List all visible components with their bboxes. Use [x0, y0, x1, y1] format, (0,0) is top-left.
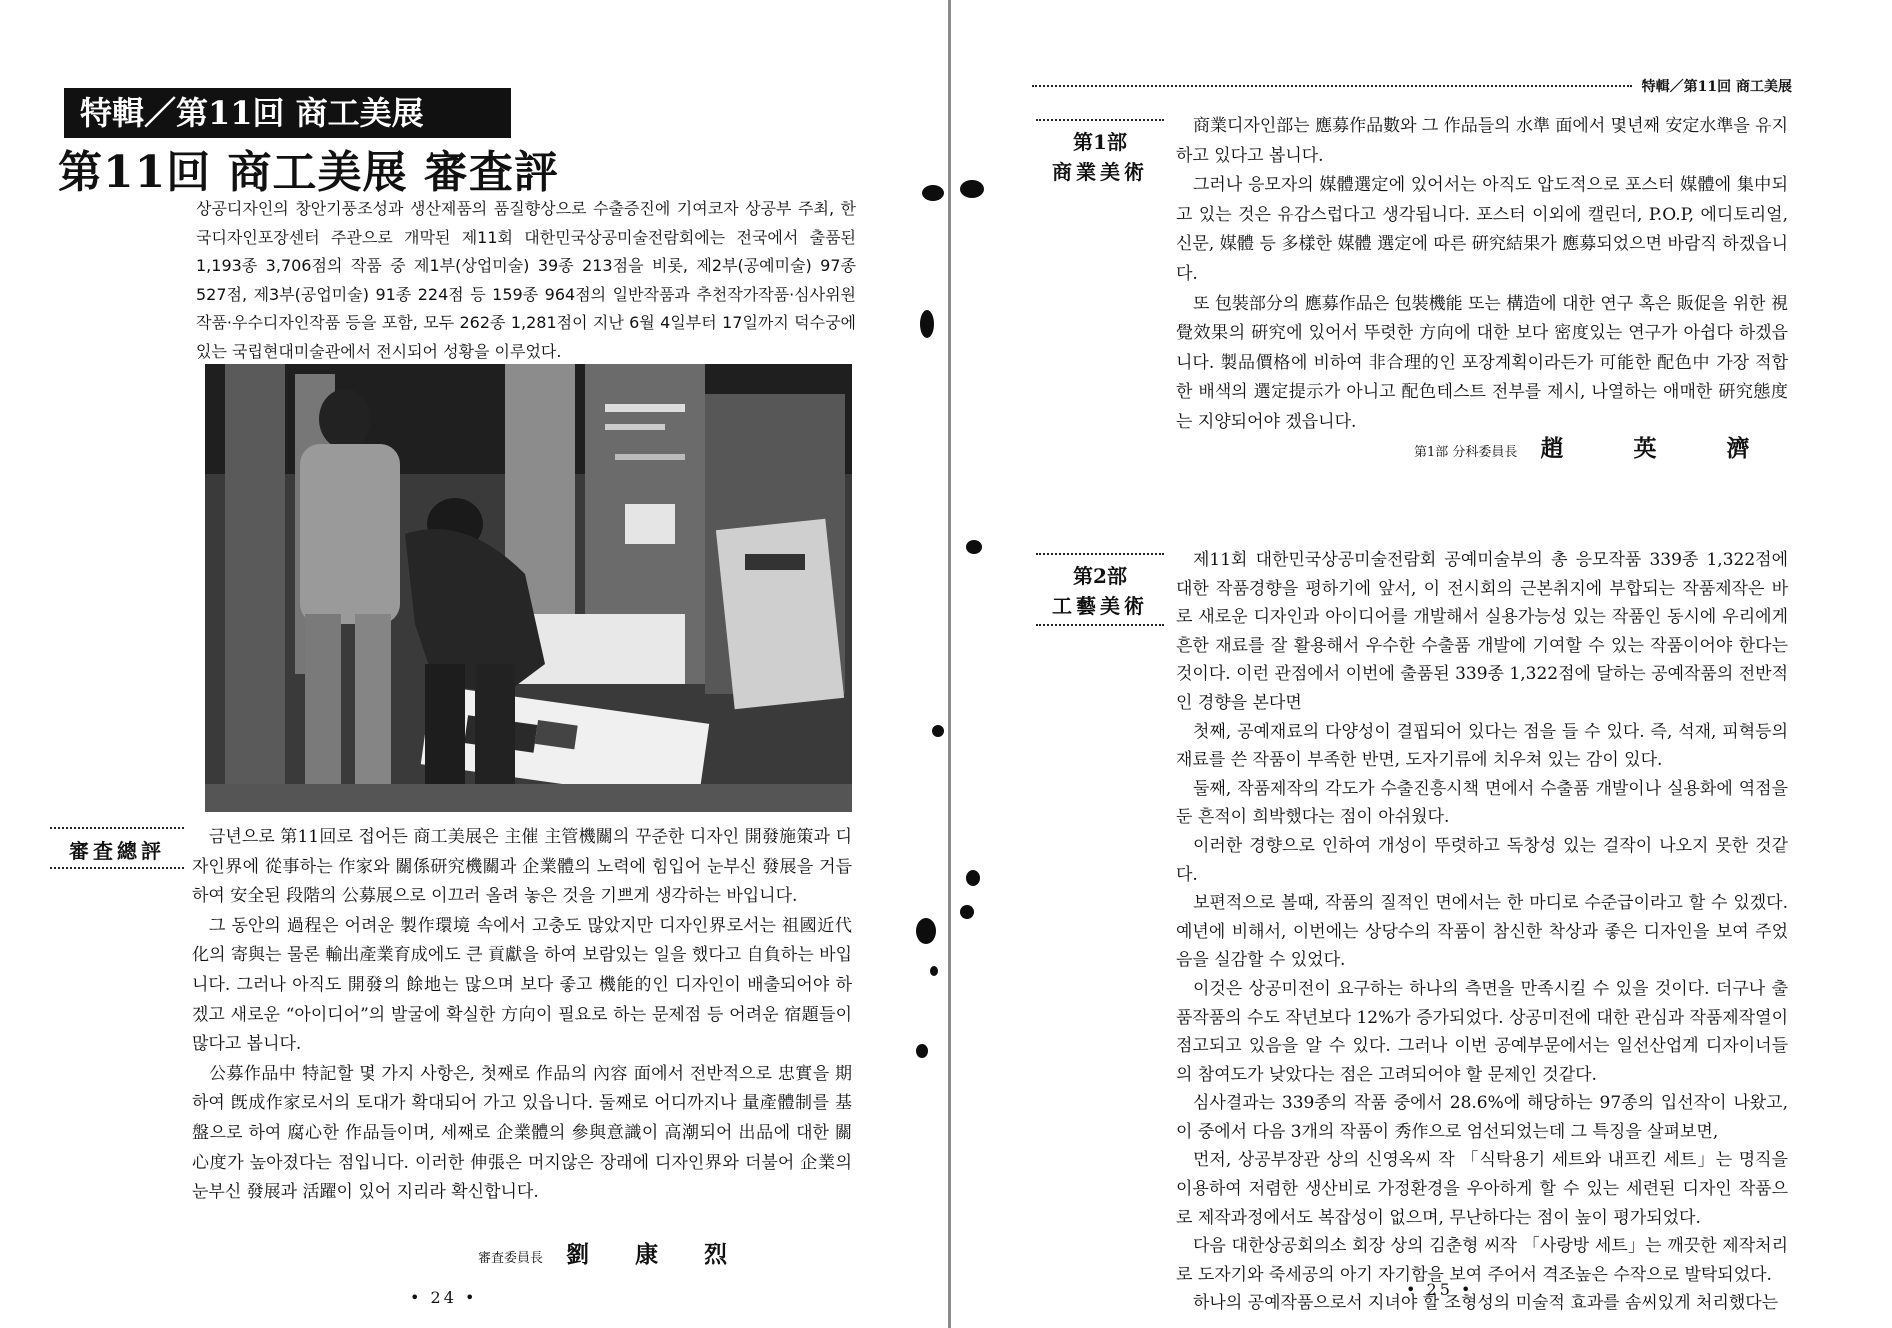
part2-paragraph: 하나의 공예작품으로서 지녀야 할 조형성의 미술적 효과를 솜씨있게 처리했다는: [1193, 1293, 1779, 1314]
ink-spot: [920, 310, 934, 338]
ink-spot: [930, 966, 938, 976]
page-25: [952, 0, 1892, 1328]
section-label-review: 審査總評: [50, 824, 184, 875]
section-label-part2: 第2部 工藝美術: [1036, 550, 1164, 632]
ink-spot: [922, 185, 944, 201]
part2-paragraph: 첫째, 공예재료의 다양성이 결핍되어 있다는 점을 들 수 있다. 즉, 석재, 피혁등의 재료를 쓴 작품이 부족한 반면, 도자기류에 치우쳐 있는 감이 있다.: [1176, 721, 1788, 771]
part1-paragraph: 또 包裝部分의 應募作品은 包裝機能 또는 構造에 대한 연구 혹은 販促을 위한 視覺效果의 硏究에 있어서 뚜렷한 方向에 대한 보다 密度있는 연구가 아쉽다 하겠읍니다. 製品價格에 비하여 非合理的인 포장계획이라든가 可能한 配色中 가장 적합한 배색의 選定提示가 아니고 配色테스트 전부를 제시, 나열하는 애매한 硏究態度는 지양되어야 겠읍니다.: [1176, 293, 1788, 432]
review-paragraph: 금년으로 第11回로 접어든 商工美展은 主催 主管機關의 꾸준한 디자인 開發施策과 디자인界에 從事하는 作家와 關係研究機關과 企業體의 노력에 힘입어 눈부신 發展을 거듭하여 安全된 段階의 公募展으로 이끄러 올려 놓은 것을 기쁘게 생각하는 바입니다.: [192, 827, 852, 907]
article-title: 第11回 商工美展 審査評: [58, 147, 559, 198]
review-paragraph: 公募作品中 特記할 몇 가지 사항은, 첫째로 作品의 內容 面에서 전반적으로 忠實을 期하여 旣成作家로서의 토대가 확대되어 가고 있읍니다. 둘째로 어디까지나 量產體制를 基盤으로 하여 腐心한 作品들이며, 세째로 企業體의 參與意識이 高潮되어 出品에 대한 關心度가 높아졌다는 점입니다. 이러한 伸張은 머지않은 장래에 디자인界와 더불어 企業의 눈부신 發展과 活躍이 있어 지리라 확신합니다.: [192, 1063, 852, 1203]
part2-paragraph: 이러한 경향으로 인하여 개성이 뚜렷하고 독창성 있는 걸작이 나오지 못한 것같다.: [1176, 835, 1788, 885]
review-body: [192, 823, 852, 1208]
signature-name: 趙英濟: [1540, 435, 1820, 462]
signature-role: 審査委員長: [478, 1251, 544, 1266]
part2-paragraph: 심사결과는 339종의 작품 중에서 28.6%에 해당하는 97종의 입선작이 나왔고, 이 중에서 다음 3개의 작품이 秀作으로 엄선되었는데 그 특징을 살펴보면,: [1176, 1093, 1788, 1142]
running-head: 特輯／第11回 商工美展: [1032, 76, 1792, 96]
part2-paragraph: 제11회 대한민국상공미술전람회 공예미술부의 총 응모작품 339종 1,322점에 대한 작품경향을 평하기에 앞서, 이 전시회의 근본취지에 부합되는 작품제작은 바로 새로운 디자인과 아이디어를 개발해서 실용가능성 있는 작품인 동시에 우리에게 흔한 재료를 잘 활용해서 우수한 수출품 개발에 기여할 수 있는 작품이어야 한다는 것이다. 이런 관점에서 이번에 출품된 339종 1,322점에 달하는 공예작품의 전반적인 경향을 본다면: [1176, 550, 1788, 713]
part2-paragraph: 둘째, 작품제작의 각도가 수출진흥시책 면에서 수출품 개발이나 실용화에 역점을 둔 흔적이 희박했다는 점이 아쉬웠다.: [1176, 778, 1788, 828]
page-number: • 24 •: [410, 1288, 478, 1307]
exhibition-photo-image: [205, 364, 852, 812]
part1-chair-signature: [1414, 430, 1820, 463]
part2-paragraph: 보편적으로 볼때, 작품의 질적인 면에서는 한 마디로 수준급이라고 할 수 있겠다. 예년에 비해서, 이번에는 상당수의 작품이 참신한 착상과 좋은 디자인을 보여 주었음을 실감할 수 있었다.: [1176, 893, 1788, 971]
ink-spot: [916, 918, 936, 944]
page-number: • 25 •: [1406, 1280, 1474, 1299]
exhibition-photo: [205, 364, 852, 812]
part1-paragraph: 그러나 응모자의 媒體選定에 있어서는 아직도 압도적으로 포스터 媒體에 集中되고 있는 것은 유감스럽다고 생각됩니다. 포스터 이외에 캘린더, P.O.P, 에디토리얼, 신문, 媒體 등 多樣한 媒體 選定에 따른 硏究結果가 應募되었으면 바람직 하겠읍니다.: [1176, 175, 1788, 284]
part2-paragraph: 먼저, 상공부장관 상의 신영옥씨 작 「식탁용기 세트와 내프킨 세트」는 명직을 이용하여 저렴한 생산비로 가정환경을 우아하게 할 수 있는 세련된 디자인 작품으로 제작과정에서도 복잡성이 없으며, 무난하다는 점이 높이 평가되었다.: [1176, 1150, 1788, 1228]
ink-spot: [932, 725, 944, 737]
ink-spot: [916, 1044, 928, 1058]
part1-body: [1176, 112, 1788, 438]
page-gutter: [948, 0, 951, 1328]
chief-judge-signature: [478, 1236, 773, 1269]
section-label-part1: 第1部 商業美術: [1036, 116, 1164, 187]
part1-paragraph: 商業디자인部는 應募作品數와 그 作品들의 水準 面에서 몇년째 安定水準을 유지하고 있다고 봅니다.: [1176, 116, 1788, 166]
review-paragraph: 그 동안의 過程은 어려운 製作環境 속에서 고충도 많았지만 디자인界로서는 祖國近代化의 寄與는 물론 輸出產業育成에도 큰 貢獻을 하여 보람있는 일을 했다고 自負하는 바입니다. 그러나 아직도 開發의 餘地는 많으며 보다 좋고 機能的인 디자인이 배출되어야 하겠고 새로운 “아이디어”의 발굴에 확실한 方向이 필요로 하는 문제점 등 어려운 宿題들이 많다고 봅니다.: [192, 915, 852, 1055]
feature-banner: 特輯／第11回 商工美展: [64, 88, 511, 138]
part2-paragraph: 이것은 상공미전이 요구하는 하나의 측면을 만족시킬 수 있을 것이다. 더구나 출품작품의 수도 작년보다 12%가 증가되었다. 상공미전에 대한 관심과 작품제작열이 점고되고 있음을 알 수 있다. 그러나 이번 공예부문에서는 일선산업계 디자이너들의 참여도가 낮았다는 점은 고려되어야 할 문제인 것같다.: [1176, 978, 1788, 1085]
signature-name: 劉康烈: [566, 1241, 774, 1268]
part2-body: [1176, 546, 1788, 1318]
lead-paragraph: 상공디자인의 창안기풍조성과 생산제품의 품질향상으로 수출증진에 기여코자 상공부 주최, 한국디자인포장센터 주관으로 개막된 제11회 대한민국상공미술전람회에는 전국에서 출품된 1,193종 3,706점의 작품 중 제1부(상업미술) 39종 213점을 비롯, 제2부(공예미술) 97종 527점, 제3부(공업미술) 91종 224점 등 159종 964점의 일반작품과 추천작가작품·심사위원작품·우수디자인작품 등을 포함, 모두 262종 1,281점이 지난 6월 4일부터 17일까지 덕수궁에 있는 국립현대미술관에서 전시되어 성황을 이루었다.: [196, 199, 856, 361]
part2-paragraph: 다음 대한상공회의소 회장 상의 김춘형 씨작 「사랑방 세트」는 깨끗한 제작처리로 도자기와 죽세공의 아기 자기함을 보여 주어서 격조높은 수작으로 발탁되었다.: [1176, 1236, 1788, 1285]
signature-role: 第1部 分科委員長: [1414, 445, 1518, 460]
